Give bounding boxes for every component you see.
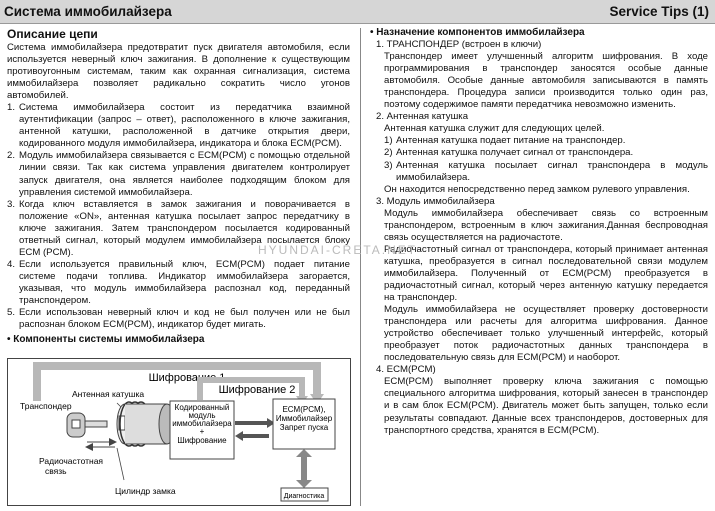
- svg-text:Запрет пуска: Запрет пуска: [279, 423, 329, 432]
- list-item: 2) Антенная катушка получает сигнал от транспондера.: [384, 147, 634, 159]
- module-paragraph-1: Модуль иммобилайзера обеспечивает связь со встроенным транспондером, встроенным в ключ зажигания.Данная беспроводная связь осуществляется на радиочастоте.: [384, 207, 708, 243]
- svg-text:Кодированный: Кодированный: [174, 403, 230, 412]
- list-item: 3. Когда ключ вставляется в замок зажигания и поворачивается в положение «ON», антенная катушка посылает запрос передатчику в ключе зажигания. Затем транспондером посылается кодированный ответный сигнал, который модулем иммобилайзера посылается блоку ECM (PCM).: [7, 198, 350, 258]
- transponder-paragraph: Транспондер имеет улучшенный алгоритм шифрования. В ходе программирования в транспондер заносятся особые данные автомобиля. Особые данные автомобиля записываются в память транспондера. Процедура записи производится только один раз, поэтому содержимое памяти передатчика невозможно изменить.: [384, 51, 708, 111]
- right-column: [370, 27, 708, 437]
- intro-paragraph: Система иммобилайзера предотвратит пуск двигателя автомобиля, если используется неверный ключ зажигания. В дополнение к существующим противоугонным системам, таким как охранная сигнализация, система иммобилайзера позволяет радикально сократить число угонов автомобилей.: [7, 42, 350, 102]
- components-heading: • Компоненты системы иммобилайзера: [7, 334, 205, 346]
- list-item: 5. Если использован неверный ключ и код не был получен или не был распознан блоком ECM(PCM), индикатор будет мигать.: [7, 307, 350, 331]
- immobilizer-diagram: [7, 358, 351, 506]
- column-divider: [360, 28, 361, 506]
- module-paragraph-2: Радиочастотный сигнал от транспондера, который принимает антенная катушка, преобразуется в сигнал последовательной связи модулем иммобилайзера. Полученный от ECM(PCM) преобразуется в радиочастотный сигнал, который через антенную катушку передается на транспондер.: [384, 243, 708, 304]
- list-item: 1. Система иммобилайзера состоит из передатчика взаимной аутентификации (запрос – ответ), расположенного в ключе зажигания, антенной катушки, расположенной в датчике открытия двери, кодированного модуля иммобилайзера, индикатора и блока ECM(PCM).: [7, 102, 350, 150]
- ecm-paragraph: ECM(PCM) выполняет проверку ключа зажигания с помощью специального алгоритма шифрования, который занесен в транспондер и в сам блок ECM(PCM). Двигатель может быть запущен, только если результаты совпадают. Данные всех транспондеров, достоверных для транспортного средства, хранятся в ECM(PCM).: [384, 376, 708, 436]
- section-title: Service Tips (1): [609, 4, 709, 19]
- section-title: 3. Модуль иммобилайзера: [376, 195, 495, 207]
- radio-link-label-2: связь: [45, 466, 67, 476]
- svg-text:иммобилайзера: иммобилайзера: [172, 419, 232, 428]
- key-blade: [85, 421, 107, 427]
- circuit-description-heading: Описание цепи: [7, 27, 98, 41]
- page-title: Система иммобилайзера: [4, 4, 172, 19]
- svg-text:Шифрование: Шифрование: [177, 436, 227, 445]
- lock-cylinder-label: Цилиндр замка: [115, 486, 176, 496]
- list-item: 2. Модуль иммобилайзера связывается с ECM(PCM) с помощью отдельной линии связи. Так как система управления двигателем контролирует запуск двигателя, она является наиболее подходящим блоком для управления системой иммобилайзера.: [7, 150, 350, 198]
- transponder-label: Транспондер: [20, 401, 72, 411]
- section-title: 4. ECM(PCM): [376, 364, 436, 376]
- page-header: [0, 0, 715, 24]
- svg-text:Иммобилайзер: Иммобилайзер: [275, 414, 333, 423]
- svg-text:ECM(PCM),: ECM(PCM),: [282, 405, 326, 414]
- left-column: [7, 27, 350, 346]
- svg-text:+: +: [199, 427, 205, 436]
- svg-text:модуль: модуль: [188, 411, 216, 420]
- list-item: 1) Антенная катушка подает питание на транспондер.: [384, 135, 626, 147]
- components-purpose-heading: • Назначение компонентов иммобилайзера: [370, 27, 585, 38]
- watermark: HYUNDAI-CRETA.NET: [258, 243, 418, 257]
- section-title: 2. Антенная катушка: [376, 111, 469, 123]
- antenna-outro: Он находится непосредственно перед замком рулевого управления.: [384, 183, 690, 195]
- encryption2-label: Шифрование 2: [218, 384, 296, 396]
- list-item: 4. Если используется правильный ключ, ECM(PCM) подает питание системе подачи топлива. Индикатор иммобилайзера загорается, указывая, что модуль иммобилайзера распознал код, переданный транспондером.: [7, 258, 350, 306]
- antenna-intro: Антенная катушка служит для следующих целей.: [384, 123, 605, 135]
- radio-link-label-1: Радиочастотная: [39, 456, 104, 466]
- encryption1-label: Шифрование 1: [148, 372, 226, 384]
- module-paragraph-3: Модуль иммобилайзера не осуществляет проверку достоверности транспондера или расчеты для алгоритма шифрования. Данное устройство обеспечивает только улучшенный интерфейс, который преобразует поток радиочастотных данных транспондера в последовательную связь для ECM(PCM) и наоборот.: [384, 304, 708, 364]
- antenna-label: Антенная катушка: [72, 389, 145, 399]
- section-title: 1. ТРАНСПОНДЕР (встроен в ключи): [376, 39, 542, 51]
- diagnostics-label: Диагностика: [283, 493, 325, 500]
- list-item: 3) Антенная катушка посылает сигнал транспондера в модуль иммобилайзера.: [384, 159, 708, 183]
